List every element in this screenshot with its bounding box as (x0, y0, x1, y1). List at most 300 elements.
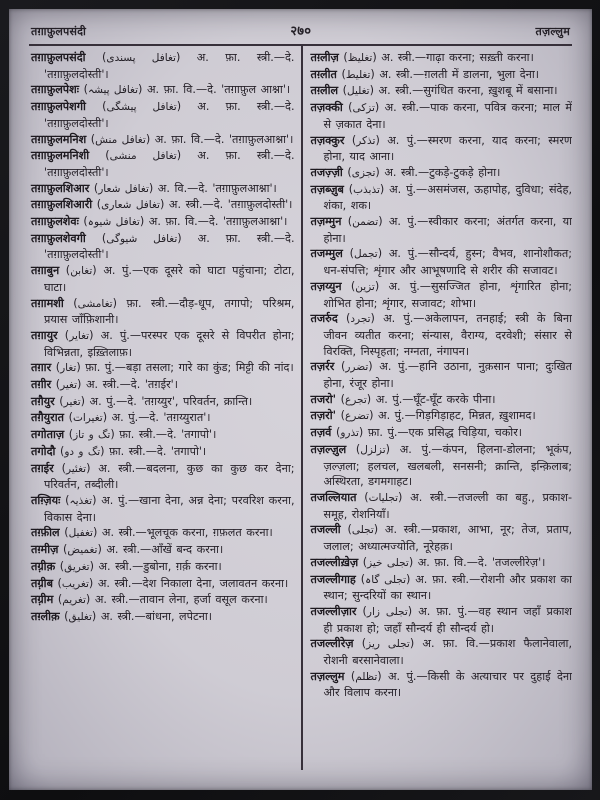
entry-definition: अ. पुं.—अकेलापन, तनहाई; स्त्री के बिना जीवन व्यतीत करना; संन्यास, वैराग्य, दरवेशी; संसार से विरक्ति, निस्पृहता; नग्नता, नंगापन। (323, 312, 572, 358)
open-paren: ( (336, 67, 346, 81)
urdu-script-text: تغایر (69, 329, 90, 342)
entry-definition: अ. पुं.—कंपन, हिलना-डोलना; भूकंप, ज़ल्ज़ला; हलचल, खलबली, सनसनी; क्रान्ति, इन्क़िलाब; अस्थिरता, डगमगाहट। (323, 442, 572, 489)
entry-headword: तग़ाफ़ुलशेवगी (31, 231, 86, 245)
entry-definition: अ. स्त्री.—तजल्ली का बहु., प्रकाश-समूह, रोशनियाँ। (323, 490, 572, 521)
entry-definition: अ. पुं.—असमंजस, ऊहापोह, दुविधा; संदेह, शंका, शक। (323, 182, 572, 213)
dictionary-entry (31, 377, 295, 394)
entry-definition: अ. पुं.—हानि उठाना, नुक़सान पाना; दुःखित होना, रंजूर होना। (323, 360, 572, 391)
open-paren: ( (336, 409, 345, 423)
urdu-script-text: تغمیض (67, 544, 98, 557)
dictionary-entry (31, 328, 295, 360)
urdu-script-text: تغابن (70, 265, 93, 278)
close-paren: ) (370, 67, 380, 81)
close-paren: ) (159, 198, 169, 212)
entry-definition: अ. फ़ा. वि.—दे. 'तग़ाफ़ुलआश्ना'। (154, 132, 294, 146)
dictionary-entry (311, 555, 573, 572)
entry-headword: तग़ाफ़ुलमनिशी (31, 149, 90, 163)
entry-definition: अ. फ़ा. वि.—प्रकाश फैलानेवाला, रोशनी बरसानेवाला। (323, 637, 572, 668)
entry-headword: तगोदौ (31, 444, 56, 458)
close-paren: ) (408, 555, 418, 569)
close-paren: ) (92, 264, 104, 278)
close-paren: ) (97, 543, 107, 557)
close-paren: ) (177, 231, 198, 245)
guide-word-left: तग़ाफ़ुलपसंदी (31, 25, 87, 38)
close-paren: ) (89, 559, 99, 573)
entry-definition: फ़ा. पुं.—बड़ा तसला; गारे का कुंड; मिट्टी की नांद। (85, 361, 294, 375)
close-paren: ) (398, 490, 411, 504)
entry-headword: तजल्ली (310, 523, 341, 537)
entry-definition: अ. स्त्री.—बांधना, लपेटना। (100, 609, 212, 623)
entry-headword: तजम्मुल (310, 247, 343, 261)
urdu-script-text: تزکی (352, 102, 375, 115)
dictionary-entry (311, 408, 573, 425)
entry-definition: अ. स्त्री.—दे. 'तग़ाफ़ुलदोस्ती'। (168, 198, 293, 212)
urdu-script-text: تزلزل (360, 443, 386, 456)
dictionary-entry (31, 231, 295, 263)
entry-headword: तग़ाफ़ुलशिआरी (31, 198, 93, 212)
close-paren: ) (374, 279, 389, 293)
entry-headword: तजरो' (310, 392, 337, 406)
urdu-script-text: تغفیل (68, 527, 93, 540)
open-paren: ( (336, 392, 345, 406)
urdu-script-text: تغریب (61, 577, 89, 590)
urdu-script-text: تجلی (351, 524, 374, 537)
entry-headword: तजल्लीज़ार (310, 604, 357, 618)
entry-headword: तजल्लीरेज़ (310, 637, 354, 651)
dictionary-page (9, 9, 592, 790)
entry-definition: अ. फ़ा. वि.—दे. 'तग़ाफ़ुलआश्ना'। (148, 215, 288, 229)
close-paren: ) (375, 133, 388, 147)
urdu-script-text: تگ و تاز (73, 429, 111, 442)
open-paren: ( (59, 264, 71, 278)
dictionary-entry (311, 214, 573, 246)
dictionary-entry (31, 559, 295, 576)
dictionary-entry (31, 197, 295, 214)
urdu-script-text: تظلم (355, 670, 378, 683)
entry-headword: तग़ामशी (31, 296, 64, 310)
entry-definition: अ. स्त्री.—भूलचूक करना, ग़फ़लत करना। (101, 526, 273, 540)
open-paren: ( (79, 83, 88, 97)
dictionary-entry (31, 576, 295, 593)
close-paren: ) (76, 361, 86, 375)
dictionary-entry (31, 99, 295, 131)
urdu-script-text: تضمن (352, 216, 379, 229)
entry-headword: तग़ाफ़ुलशेवः (31, 215, 79, 229)
close-paren: ) (91, 609, 101, 623)
entry-headword: तग़्रीब (31, 576, 53, 590)
entry-headword: तग़्ज़ियः (31, 493, 61, 507)
entry-definition: अ. पुं.—खाना देना, अन्न देना; परवरिश करना, विकास देना। (44, 493, 295, 524)
entry-headword: तग़ैयुरात (31, 411, 65, 425)
close-paren: ) (110, 428, 120, 442)
entry-headword: तग़ैयुर (31, 394, 55, 408)
open-paren: ( (51, 361, 61, 375)
entry-headword: तग़्लील (310, 84, 339, 98)
entry-definition: अ. फ़ा. वि.—दे. 'तग़ाफ़ुल आश्ना'। (146, 83, 291, 97)
close-paren: ) (409, 637, 423, 651)
close-paren: ) (372, 51, 382, 64)
dictionary-entry (31, 609, 295, 626)
dictionary-entry (31, 263, 295, 295)
open-paren: ( (344, 133, 357, 147)
urdu-script-text: تغلیق (68, 610, 92, 623)
entry-definition: अ. पुं.—स्मरण करना, याद करना; स्मरण होना, याद आना। (323, 133, 572, 164)
close-paren: ) (89, 328, 101, 342)
urdu-script-text: تغلیل (347, 85, 370, 98)
close-paren: ) (102, 411, 112, 425)
dictionary-entry (311, 425, 573, 442)
urdu-script-text: تغلیظ (347, 52, 373, 64)
open-paren: ( (78, 215, 88, 229)
entry-headword: तग़्लीत (310, 67, 337, 81)
entry-definition: अ. स्त्री.—डुबोना, ग़र्क़ करना। (98, 559, 222, 573)
entry-definition: अ. फ़ा. पुं.—वह स्थान जहाँ प्रकाश ही प्रकाश हो; जहाँ सौन्दर्य ही सौन्दर्य हो। (323, 604, 572, 635)
entry-headword: तज़ब्ज़ुब (310, 182, 344, 196)
entry-headword: तग़ईर (31, 461, 54, 475)
dictionary-entry (311, 133, 573, 165)
urdu-script-text: تغامشی (77, 297, 113, 310)
urdu-script-text: تجلی ریز (366, 638, 410, 651)
dictionary-entry (311, 311, 573, 359)
close-paren: ) (145, 132, 155, 146)
entry-definition: अ. स्त्री.—गाढ़ा करना; सख़्ती करना। (381, 51, 534, 64)
open-paren: ( (59, 609, 69, 623)
close-paren: ) (369, 84, 379, 98)
urdu-script-text: تذکر (356, 134, 376, 147)
entry-headword: तग़्रीक़ (31, 559, 56, 573)
entry-headword: तग़्लीक़ (31, 609, 60, 623)
entry-headword: तग़्फ़ील (31, 526, 60, 540)
urdu-script-text: تجمل (353, 248, 378, 261)
open-paren: ( (340, 523, 352, 537)
entry-headword: तग़ाफ़ुलपेशगी (31, 100, 86, 114)
close-paren: ) (138, 83, 147, 97)
urdu-script-text: تجلی گاہ (365, 573, 406, 586)
entry-definition: फ़ा. स्त्री.—दौड़-धूप, तगापो; परिश्रम, प्रयास जाँफ़िशानी। (44, 296, 295, 327)
dictionary-entry (311, 442, 573, 490)
entry-headword: तग़ार (31, 361, 52, 375)
dictionary-entry (311, 279, 573, 311)
entry-headword: तज़रो' (310, 409, 337, 423)
dictionary-entry (31, 132, 295, 149)
entry-headword: तज़ल्ज़ुल (310, 442, 347, 456)
open-paren: ( (331, 426, 341, 440)
open-paren: ( (85, 51, 107, 64)
open-paren: ( (60, 493, 70, 507)
urdu-script-text: تغئیر (65, 462, 87, 475)
open-paren: ( (58, 543, 68, 557)
open-paren: ( (353, 637, 367, 651)
close-paren: ) (92, 526, 102, 540)
entry-headword: तजल्लियात (310, 490, 357, 504)
close-paren: ) (358, 426, 368, 440)
urdu-script-text: تغریق (64, 560, 90, 573)
dictionary-entry (311, 604, 573, 636)
close-paren: ) (406, 572, 416, 586)
entry-headword: तज़म्मुन (310, 215, 342, 229)
dictionary-entry (311, 572, 573, 604)
open-paren: ( (51, 378, 61, 392)
open-paren: ( (343, 182, 354, 196)
dictionary-entry (311, 522, 573, 554)
open-paren: ( (57, 328, 70, 342)
open-paren: ( (346, 442, 361, 456)
urdu-script-text: تجزی (351, 166, 376, 179)
entry-headword: तग़ाबुन (31, 264, 60, 278)
entry-definition: अ. स्त्री.—पाक करना, पवित्र करना; माल में से ज़कात देना। (323, 101, 572, 131)
close-paren: ) (368, 360, 380, 374)
dictionary-entry (31, 592, 295, 609)
dictionary-entry (31, 444, 295, 461)
dictionary-entry (311, 636, 573, 668)
close-paren: ) (377, 247, 389, 261)
entry-headword: तज़क्की (310, 101, 343, 115)
dictionary-entry (311, 490, 573, 522)
open-paren: ( (92, 198, 102, 212)
entry-definition: अ. पुं.—एक दूसरे को घाटा पहुंचाना; टोटा, घाटा। (44, 264, 295, 294)
dictionary-entry (311, 67, 573, 84)
entry-definition: अ. पुं.—परस्पर एक दूसरे से विपरीत होना; विभिन्नता, इख़्तिलाफ़। (44, 328, 295, 359)
entry-definition: अ. पुं.—दे. 'तग़य्युरात'। (111, 411, 211, 425)
entry-definition: अ. स्त्री.—ग़लती में डालना, भुला देना। (379, 67, 540, 81)
close-paren: ) (385, 442, 400, 456)
entry-definition: अ. फ़ा. स्त्री.—रोशनी और प्रकाश का स्थान; सुन्दरियों का स्थान। (323, 572, 572, 603)
open-paren: ( (341, 215, 353, 229)
open-paren: ( (59, 526, 69, 540)
urdu-script-text: تذبذب (353, 183, 380, 196)
dictionary-entry (311, 50, 573, 67)
urdu-script-text: تغیر (63, 395, 81, 408)
entry-headword: तग़्मीज़ (31, 543, 59, 557)
open-paren: ( (337, 312, 351, 326)
dictionary-entry (31, 542, 295, 559)
dictionary-entry (311, 182, 573, 214)
urdu-script-text: تغافل شیوہ (87, 216, 140, 229)
dictionary-entry (31, 394, 295, 411)
urdu-script-text: تجرع (345, 393, 367, 406)
urdu-script-text: تغافل شعاری (101, 199, 160, 212)
entry-headword: तज़ल्लुम (310, 669, 345, 683)
entry-definition: अ. पुं.—सौन्दर्य, हुस्न; वैभव, शानोशौकत; धन-संपत्ति; शृंगार और आभूषणादि से शरीर की सजावट। (323, 247, 572, 278)
close-paren: ) (375, 165, 385, 179)
entry-definition: अ. फ़ा. स्त्री.—दे. 'तग़ाफ़ुलदोस्ती'। (44, 149, 295, 179)
entry-definition: अ. पुं.—किसी के अत्याचार पर दुहाई देना और विलाप करना। (323, 669, 572, 700)
urdu-script-text: تغافل پیشگی (106, 101, 177, 114)
dictionary-entry (31, 493, 295, 525)
entry-headword: तग़ाफ़ुलमनिश (31, 132, 87, 146)
close-paren: ) (370, 312, 384, 326)
running-head (29, 19, 572, 46)
entry-definition: फ़ा. स्त्री.—दे. 'तगापो'। (119, 428, 217, 442)
open-paren: ( (85, 100, 107, 114)
dictionary-entry (311, 165, 573, 182)
open-paren: ( (342, 247, 354, 261)
entry-definition: फ़ा. पुं.—एक प्रसिद्ध चिड़िया, चकोर। (367, 426, 523, 440)
dictionary-entry (31, 360, 295, 377)
urdu-script-text: تغافل منش (95, 133, 146, 146)
urdu-script-text: تضرع (345, 410, 370, 423)
close-paren: ) (77, 378, 86, 392)
entry-definition: अ. पुं.—स्वीकार करना; अंतर्गत करना, या होना। (323, 215, 572, 245)
urdu-script-text: تغیر (60, 379, 78, 392)
open-paren: ( (356, 490, 369, 504)
open-paren: ( (89, 181, 99, 195)
close-paren: ) (373, 523, 385, 537)
dictionary-entry (311, 669, 573, 701)
close-paren: ) (86, 461, 99, 475)
entry-definition: अ. स्त्री.—सुगंधित करना, ख़ुशबू में बसाना। (378, 84, 558, 98)
open-paren: ( (85, 231, 107, 245)
close-paren: ) (379, 182, 390, 196)
entry-definition: अ. फ़ा. स्त्री.—दे. 'तग़ाफ़ुलदोस्ती'। (44, 100, 295, 130)
dictionary-entry (31, 410, 295, 427)
entry-definition: अ. फ़ा. स्त्री.—दे. 'तग़ाफ़ुलदोस्ती'। (44, 51, 295, 81)
urdu-script-text: تغلیط (345, 68, 371, 81)
open-paren: ( (338, 51, 348, 64)
entry-headword: तजल्लीख़ेज़ (310, 555, 359, 569)
urdu-script-text: تغافل شیوگی (106, 232, 178, 245)
urdu-script-text: تگ و دو (64, 445, 101, 458)
entry-definition: अ. स्त्री.—दे. 'तग़ईर'। (85, 378, 178, 392)
close-paren: ) (175, 51, 197, 64)
dictionary-entry (311, 392, 573, 409)
open-paren: ( (356, 604, 367, 618)
entry-definition: अ. वि.—दे. 'तग़ाफ़ुलआश्ना'। (157, 181, 277, 195)
urdu-script-text: تغافل پسندی (106, 52, 176, 64)
dictionary-entry (311, 246, 573, 278)
entry-headword: तजज़्ज़ी (310, 165, 343, 179)
urdu-script-text: تغافل منشی (109, 150, 177, 163)
urdu-script-text: تغذیہ (69, 494, 93, 507)
entry-definition: अ. फ़ा. स्त्री.—दे. 'तग़ाफ़ुलदोस्ती'। (44, 231, 295, 262)
urdu-script-text: تجلی زار (366, 605, 408, 618)
close-paren: ) (176, 100, 198, 114)
entry-definition: अ. स्त्री.—तावान लेना, हर्जा वसूल करना। (94, 593, 268, 607)
entry-definition: अ. स्त्री.—टुकड़े-टुकड़े होना। (384, 165, 501, 179)
open-paren: ( (55, 444, 65, 458)
open-paren: ( (52, 576, 62, 590)
open-paren: ( (64, 428, 74, 442)
entry-definition: अ. फ़ा. वि.—दे. 'तजल्लीरेज़'। (417, 555, 546, 569)
dictionary-entry (31, 214, 295, 231)
entry-definition: अ. पुं.—दे. 'तग़य्युर', परिवर्तन, क्रान्ति। (89, 394, 253, 408)
entry-definition: अ. पुं.—सुसज्जित होना, शृंगारित होना; शोभित होना; शृंगार, सजावट; शोभा। (323, 279, 572, 310)
dictionary-entry (31, 296, 295, 328)
entry-headword: तजर्रुद (310, 312, 338, 326)
close-paren: ) (176, 149, 198, 163)
dictionary-entry (31, 427, 295, 444)
entry-headword: तग़ाफ़ुलपसंदी (31, 51, 86, 64)
open-paren: ( (355, 572, 366, 586)
entry-headword: तजल्लीगाह (310, 572, 356, 586)
open-paren: ( (334, 360, 346, 374)
entry-headword: तगोताज़ (31, 428, 65, 442)
dictionary-entry (31, 461, 295, 493)
urdu-script-text: تجلی خیز (367, 556, 409, 569)
entry-headword: तग़ाफ़ुलशिआर (31, 181, 90, 195)
open-paren: ( (344, 669, 356, 683)
urdu-script-text: تجرد (350, 313, 371, 326)
dictionary-entry (31, 148, 295, 180)
dictionary-entry (311, 83, 573, 100)
close-paren: ) (92, 493, 102, 507)
open-paren: ( (342, 101, 353, 115)
close-paren: ) (377, 669, 388, 683)
urdu-script-text: تزین (355, 280, 375, 293)
open-paren: ( (53, 461, 66, 475)
entry-headword: तज़क्कुर (310, 133, 345, 147)
close-paren: ) (80, 394, 90, 408)
open-paren: ( (358, 555, 368, 569)
close-paren: ) (366, 392, 376, 406)
entry-headword: तग़ीर (31, 378, 52, 392)
entry-definition: अ. पुं.—घूँट-घूँट करके पीना। (375, 392, 496, 406)
close-paren: ) (139, 215, 149, 229)
close-paren: ) (374, 101, 385, 115)
dictionary-entry (311, 359, 573, 391)
entry-headword: तग़्रीम (31, 593, 54, 607)
guide-word-right: तज़ल्लुम (535, 25, 570, 38)
open-paren: ( (64, 411, 73, 425)
entry-headword: तग़ायुर (31, 328, 58, 342)
close-paren: ) (407, 604, 419, 618)
urdu-script-text: تذرو (340, 427, 359, 440)
column-left (29, 46, 301, 770)
close-paren: ) (148, 181, 158, 195)
dictionary-entry (31, 525, 295, 542)
entry-definition: अ. स्त्री.—आँखें बन्द करना। (106, 543, 224, 557)
entry-definition: फ़ा. स्त्री.—दे. 'तगापो'। (109, 444, 207, 458)
urdu-script-text: تغیرات (72, 412, 103, 425)
page-number: २७० (290, 24, 312, 39)
column-right (301, 46, 573, 770)
entry-definition: अ. स्त्री.—बदलना, कुछ का कुछ कर देना; परिवर्तन, तब्दीली। (44, 461, 295, 492)
urdu-script-text: تجلیات (368, 491, 399, 504)
close-paren: ) (112, 296, 127, 310)
close-paren: ) (369, 409, 379, 423)
entry-definition: अ. स्त्री.—देश निकाला देना, जलावतन करना। (97, 576, 289, 590)
close-paren: ) (100, 444, 110, 458)
entry-headword: तज़र्व (310, 426, 332, 440)
close-paren: ) (85, 593, 95, 607)
entry-headword: तग़ाफ़ुलपेशः (31, 83, 80, 97)
open-paren: ( (55, 559, 65, 573)
dictionary-entry (31, 82, 295, 99)
urdu-script-text: تضرر (345, 361, 369, 374)
close-paren: ) (378, 215, 389, 229)
dictionary-entry (31, 50, 295, 82)
open-paren: ( (86, 132, 96, 146)
open-paren: ( (54, 394, 64, 408)
open-paren: ( (342, 165, 352, 179)
open-paren: ( (89, 149, 110, 163)
entry-headword: तग़्लीज़ (310, 51, 339, 64)
urdu-script-text: تغار (60, 362, 77, 375)
close-paren: ) (88, 576, 98, 590)
dictionary-entry (31, 181, 295, 198)
open-paren: ( (63, 296, 78, 310)
open-paren: ( (341, 279, 356, 293)
text-columns (29, 46, 572, 770)
entry-definition: अ. पुं.—गिड़गिड़ाहट, मिन्नत, ख़ुशामद। (378, 409, 536, 423)
entry-headword: तज़र्रर (310, 360, 335, 374)
open-paren: ( (338, 84, 348, 98)
dictionary-entry (311, 100, 573, 132)
urdu-script-text: تغریم (62, 594, 86, 607)
urdu-script-text: تغافل پیشہ (87, 84, 139, 97)
entry-definition: अ. स्त्री.—प्रकाश, आभा, नूर; तेज, प्रताप, जलाल; अध्यात्मज्योति, नूरेहक़। (323, 523, 572, 554)
open-paren: ( (53, 593, 63, 607)
